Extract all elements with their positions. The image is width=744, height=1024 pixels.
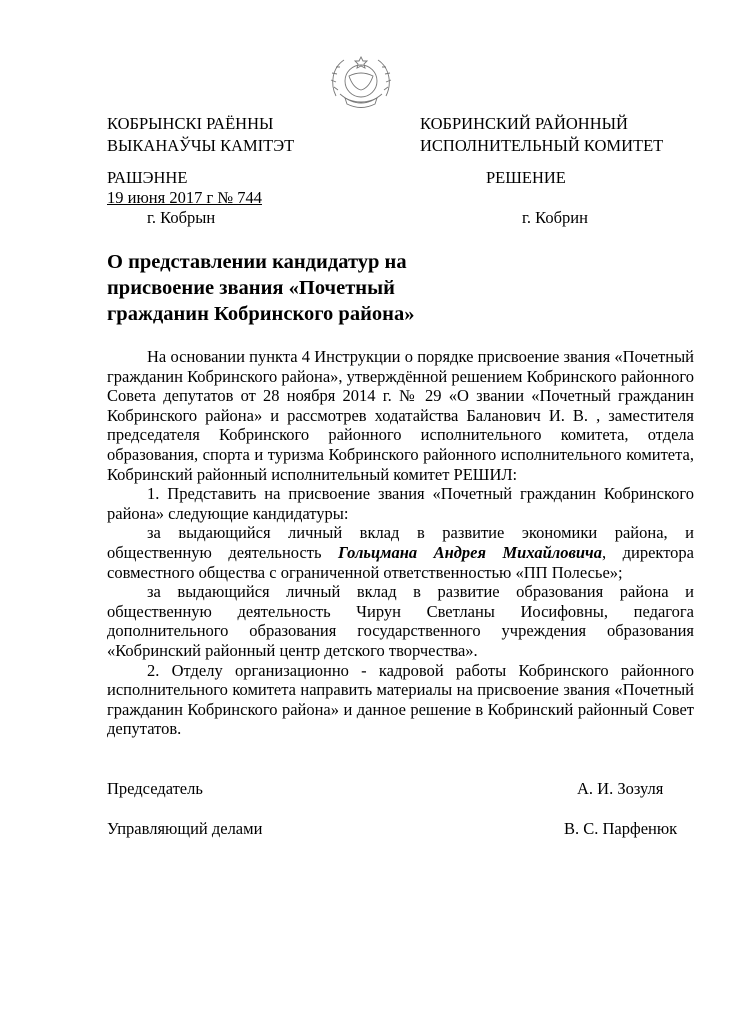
place-belarusian: г. Кобрын (147, 208, 216, 227)
candidate-1-name: Гольцмана Андрея Михайловича (338, 542, 602, 562)
paragraph-item-2: 2. Отделу организационно - кадровой работы Кобринского районного исполнительного комитета направить материалы на присвоение звания «Почетный гражданин Кобринского района» и данное решение в Кобринский районный Совет депутатов. (107, 660, 694, 739)
signature-role-manager: Управляющий делами (107, 819, 263, 838)
header-left-line2: ВЫКАНАЎЧЫ КАМІТЭТ (107, 136, 295, 155)
signature-name-chairman: А. И. Зозуля (577, 779, 664, 798)
header-right-line2: ИСПОЛНИТЕЛЬНЫЙ КОМИТЕТ (420, 136, 664, 155)
title-line1: О представлении кандидатур на (107, 251, 407, 273)
candidate-1-pre: за выдающийся личный вклад в развитие экономики района, и общественную деятельность (107, 523, 694, 562)
signature-name-manager: В. С. Парфенюк (564, 819, 678, 838)
doc-type-russian: РЕШЕНИЕ (486, 168, 566, 187)
title-line3: гражданин Кобринского района» (107, 303, 415, 325)
document-title (107, 249, 507, 327)
paragraph-candidate-1 (107, 523, 694, 582)
paragraph-basis: На основании пункта 4 Инструкции о порядке присвоение звания «Почетный гражданин Кобринского района», утверждённой решением Кобринского районного Совета депутатов от 28 ноября 2014 г. № 29 «О звании «Почетный гражданин Кобринского района» и рассмотрев ходатайства Баланович И. В. , заместителя председателя Кобринского районного исполнительного комитета, отдела образования, спорта и туризма Кобринского районного исполнительного комитета, Кобринский районный исполнительный комитет РЕШИЛ: (107, 347, 694, 484)
paragraph-item-1: 1. Представить на присвоение звания «Почетный гражданин Кобринского района» следующие кандидатуры: (107, 484, 694, 523)
document-body (107, 347, 694, 739)
header-right-line1: КОБРИНСКИЙ РАЙОННЫЙ (420, 114, 628, 133)
header-left-line1: КОБРЫНСКІ РАЁННЫ (107, 114, 274, 133)
place-russian: г. Кобрин (522, 208, 588, 227)
header-issuer-belarusian (107, 113, 294, 157)
date-number: 19 июня 2017 г № 744 (107, 188, 262, 207)
signature-role-chairman: Председатель (107, 779, 203, 798)
state-emblem-icon (326, 54, 396, 116)
doc-type-belarusian: РАШЭННЕ (107, 168, 188, 187)
paragraph-candidate-2: за выдающийся личный вклад в развитие образования района и общественную деятельность Чирун Светланы Иосифовны, педагога дополнительного образования государственного учреждения образования «Кобринский районный центр детского творчества». (107, 582, 694, 660)
candidate-1-post: , директора совместного общества с ограниченной ответственностью «ПП Полесье»; (107, 542, 695, 582)
header-issuer-russian (420, 113, 663, 157)
title-line2: присвоение звания «Почетный (107, 277, 395, 299)
